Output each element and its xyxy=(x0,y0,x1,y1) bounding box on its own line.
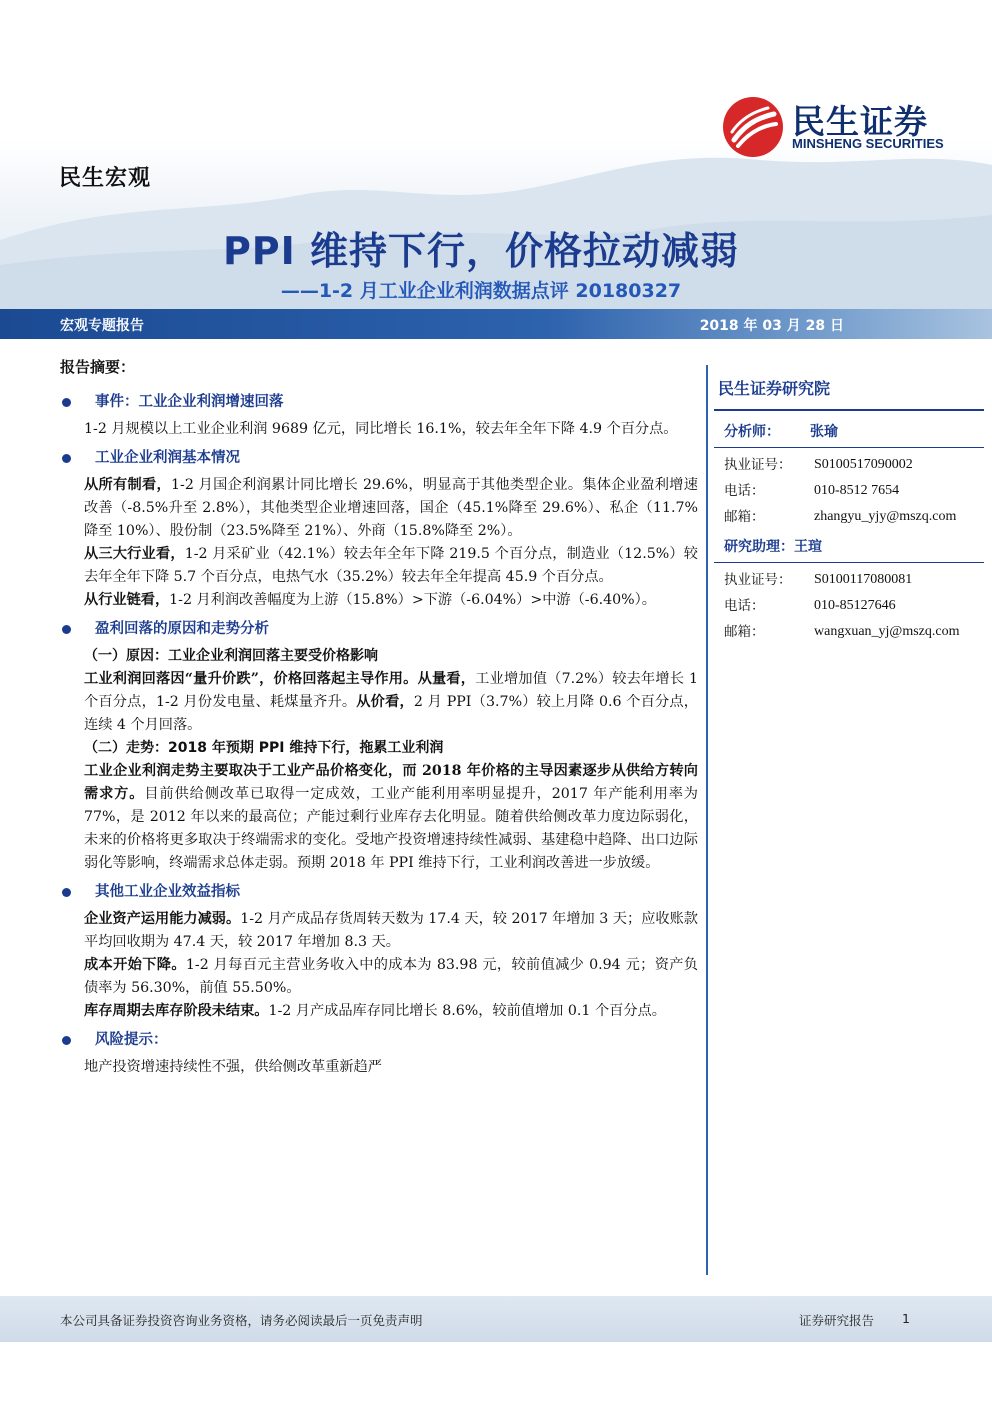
footer-disclaimer: 本公司具备证券投资咨询业务资格，请务必阅读最后一页免责声明 xyxy=(60,1313,423,1328)
report-type-band xyxy=(0,309,992,339)
report-type: 宏观专题报告 xyxy=(60,318,144,334)
section-heading: 工业企业利润基本情况 xyxy=(60,447,698,470)
page-number: 1 xyxy=(902,1311,910,1326)
report-subtitle: ——1-2 月工业企业利润数据点评 20180327 xyxy=(280,280,682,302)
assistant-name: 王瑄 xyxy=(794,539,822,555)
paragraph: 企业资产运用能力减弱。1-2 月产成品存货周转天数为 17.4 天，较 2017 年增加 3 天；应收账款平均回收期为 47.4 天，较 2017 年增加 8.3 天。 xyxy=(84,911,698,950)
logo-english-name: MINSHENG SECURITIES xyxy=(792,136,944,151)
report-title: PPI 维持下行，价格拉动减弱 xyxy=(222,229,740,273)
footer-doc-type: 证券研究报告 xyxy=(798,1313,874,1328)
analyst-license: 执业证号： S0100517090002 xyxy=(724,457,913,473)
bullet-icon xyxy=(62,398,71,407)
logo-chinese-name: 民生证券 xyxy=(792,102,928,141)
paragraph: 从行业链看，1-2 月利润改善幅度为上游（15.8%）>下游（-6.04%）>中游（-6.40%）。 xyxy=(84,592,656,608)
sub-heading: （二）走势：2018 年预期 PPI 维持下行，拖累工业利润 xyxy=(84,740,444,756)
summary-content xyxy=(60,356,698,1079)
bullet-icon xyxy=(62,625,71,634)
bullet-icon xyxy=(62,1036,71,1045)
page-footer xyxy=(0,1296,992,1342)
report-date: 2018 年 03 月 28 日 xyxy=(699,318,844,334)
section-heading: 其他工业企业效益指标 xyxy=(60,881,698,904)
paragraph: 工业利润回落因“量升价跌”，价格回落起主导作用。从量看，工业增加值（7.2%）较去年增长 1 个百分点，1-2 月份发电量、耗煤量齐升。从价看，2 月 PPI（3.7%）较上月降 0.6 个百分点，连续 4 个月回落。 xyxy=(84,671,698,733)
paragraph: 库存周期去库存阶段未结束。1-2 月产成品库存同比增长 8.6%，较前值增加 0.1 个百分点。 xyxy=(84,1003,666,1019)
analyst-phone: 电话： 010-8512 7654 xyxy=(724,483,900,499)
summary-label: 报告摘要： xyxy=(60,358,136,376)
sub-heading: （一）原因：工业企业利润回落主要受价格影响 xyxy=(84,648,378,664)
company-logo xyxy=(722,96,952,156)
paragraph: 从三大行业看，1-2 月采矿业（42.1%）较去年全年下降 219.5 个百分点，制造业（12.5%）较去年全年下降 5.7 个百分点，电热气水（35.2%）较去年全年提高 45.9 个百分点。 xyxy=(84,546,698,585)
paragraph: 工业企业利润走势主要取决于工业产品价格变化，而 2018 年价格的主导因素逐步从供给方转向需求方。目前供给侧改革已取得一定成效，工业产能利用率明显提升，2017 年产能利用率为 77%，是 2012 年以来的最高位；产能过剩行业库存去化明显。随着供给侧改革力度边际弱化，未来的价格将更多取决于终端需求的变化。受地产投资增速持续性减弱、基建稳中趋降、出口边际弱化等影响，终端需求总体走弱。预期 2018 年 PPI 维持下行，工业利润改善进一步放缓。 xyxy=(84,763,698,871)
brand-label: 民生宏观 xyxy=(59,166,152,191)
assistant-email: 邮箱： wangxuan_yj@mszq.com xyxy=(724,624,960,640)
analyst-sidebar xyxy=(714,372,984,645)
section-heading: 风险提示： xyxy=(60,1029,698,1052)
logo-mark-icon xyxy=(722,96,784,158)
paragraph: 1-2 月规模以上工业企业利润 9689 亿元，同比增长 16.1%，较去年全年下降 4.9 个百分点。 xyxy=(84,421,678,437)
analyst-header: 分析师： 张瑜 xyxy=(714,419,984,448)
institute-name: 民生证券研究院 xyxy=(714,372,984,411)
paragraph: 成本开始下降。1-2 月每百元主营业务收入中的成本为 83.98 元，较前值减少 0.94 元；资产负债率为 56.30%，前值 55.50%。 xyxy=(84,957,698,996)
section-heading: 盈利回落的原因和走势分析 xyxy=(60,618,698,641)
assistant-phone: 电话： 010-85127646 xyxy=(724,598,896,614)
paragraph: 地产投资增速持续性不强，供给侧改革重新趋严 xyxy=(84,1059,382,1075)
paragraph: 从所有制看，1-2 月国企利润累计同比增长 29.6%，明显高于其他类型企业。集体企业盈利增速改善（-8.5%升至 2.8%），其他类型企业增速回落，国企（45.1%降至 29.6%）、私企（11.7%降至 10%）、股份制（23.5%降至 21%）、外商（15.8%降至 2%）。 xyxy=(84,477,698,539)
column-divider xyxy=(706,365,708,1275)
bullet-icon xyxy=(62,454,71,463)
analyst-email: 邮箱： zhangyu_yjy@mszq.com xyxy=(724,509,957,525)
section-heading: 事件：工业企业利润增速回落 xyxy=(60,391,698,414)
assistant-header: 研究助理：王瑄 xyxy=(714,534,984,563)
bullet-icon xyxy=(62,888,71,897)
analyst-name: 张瑜 xyxy=(810,424,838,440)
assistant-license: 执业证号： S0100117080081 xyxy=(724,572,913,588)
